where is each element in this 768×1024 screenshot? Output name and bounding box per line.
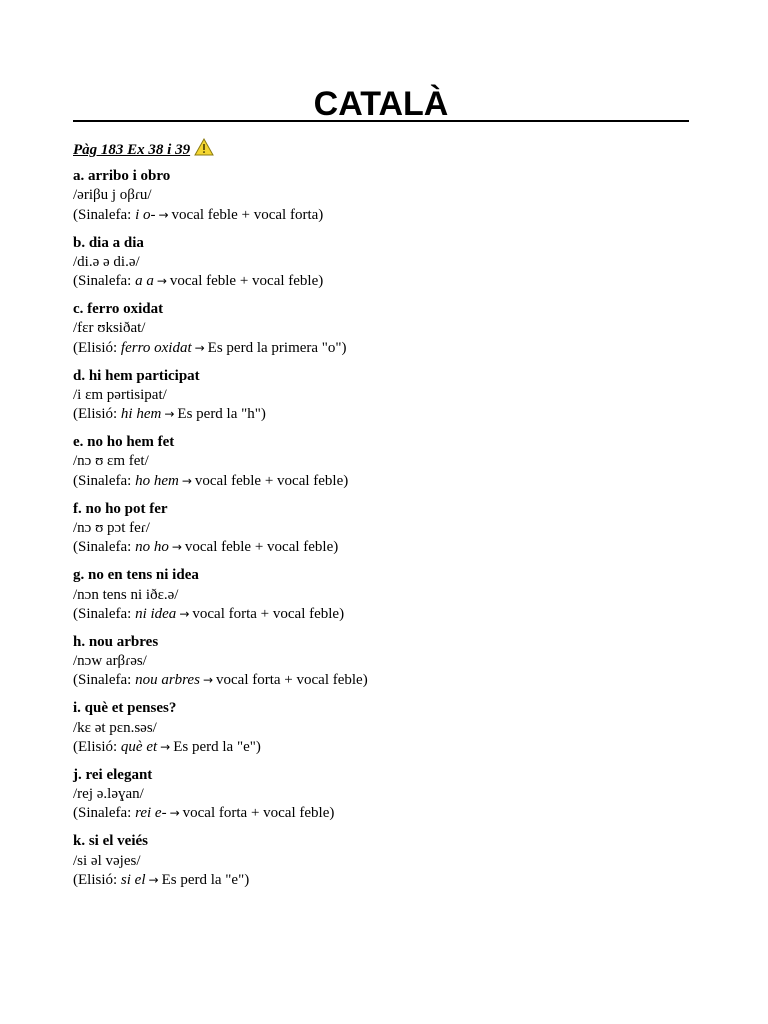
arrow-right-icon: → (171, 540, 182, 555)
rule-result: vocal forta + vocal feble) (192, 605, 345, 622)
arrow-right-icon: → (202, 673, 213, 688)
rule-result: Es perd la primera "o") (207, 339, 347, 356)
exercise-phrase: c. ferro oxidat (73, 301, 164, 318)
rule-explanation (73, 272, 689, 291)
rule-type: (Sinalefa: (73, 206, 136, 223)
phonetic-transcription: /rej ə.ləɣan/ (73, 786, 144, 803)
rule-result: vocal feble + vocal feble) (169, 273, 324, 290)
exercise-phrase: e. no ho hem fet (73, 434, 175, 451)
exercise-item (73, 766, 689, 824)
rule-explanation (73, 605, 689, 624)
rule-type: (Elisió: (73, 406, 121, 423)
rule-example: rei e- (135, 805, 167, 822)
exercise-item (73, 500, 689, 558)
rule-type: (Sinalefa: (73, 805, 136, 822)
rule-type: (Elisió: (73, 871, 121, 888)
phonetic-transcription: /nɔw arβɾəs/ (73, 653, 147, 670)
phonetic-transcription: /nɔ ʊ ɛm fet/ (73, 453, 149, 470)
rule-result: Es perd la "h") (177, 406, 266, 423)
rule-example: ho hem (135, 472, 179, 489)
phonetic-transcription: /di.ə ə di.ə/ (73, 253, 140, 270)
exercise-phrase: d. hi hem participat (73, 367, 200, 384)
rule-example: a a (135, 273, 154, 290)
title-block (73, 84, 689, 122)
warning-triangle-icon (194, 138, 214, 156)
exercise-phrase: j. rei elegant (73, 766, 153, 783)
exercise-item (73, 566, 689, 624)
rule-example: hi hem (120, 406, 162, 423)
rule-result: vocal forta + vocal feble) (216, 672, 368, 689)
arrow-right-icon: → (158, 207, 169, 222)
phonetic-transcription: /kɛ ət pɛn.səs/ (73, 719, 157, 736)
arrow-right-icon: → (169, 806, 180, 821)
exercise-reference-text: Pàg 183 Ex 38 i 39 (73, 142, 191, 158)
rule-explanation (73, 871, 689, 890)
rule-explanation (73, 472, 689, 491)
exercise-item (73, 633, 689, 691)
arrow-right-icon: → (160, 739, 171, 754)
arrow-right-icon: → (148, 872, 159, 887)
rule-explanation (73, 804, 689, 823)
rule-example: no ho (135, 539, 169, 556)
exercise-list (73, 167, 689, 890)
rule-explanation (73, 405, 689, 424)
rule-type: (Elisió: (73, 738, 121, 755)
rule-result: vocal feble + vocal feble) (194, 472, 349, 489)
rule-type: (Elisió: (73, 339, 121, 356)
page-title: CATALÀ (313, 85, 449, 123)
exercise-phrase: a. arribo i obro (73, 168, 171, 184)
exercise-item (73, 433, 689, 491)
exercise-phrase: h. nou arbres (73, 633, 159, 650)
rule-explanation (73, 339, 689, 358)
rule-example: què et (120, 738, 158, 755)
rule-result: vocal feble + vocal feble) (184, 539, 339, 556)
arrow-right-icon: → (179, 606, 190, 621)
exercise-phrase: g. no en tens ni idea (73, 567, 199, 584)
exercise-item (73, 167, 689, 225)
rule-example: ni idea (135, 605, 177, 622)
exercise-phrase: i. què et penses? (73, 700, 177, 717)
arrow-right-icon: → (194, 340, 205, 355)
arrow-right-icon: → (164, 407, 175, 422)
rule-example: nou arbres (135, 672, 200, 689)
phonetic-transcription: /si əl vəjes/ (73, 852, 141, 869)
rule-type: (Sinalefa: (73, 605, 136, 622)
phonetic-transcription: /i ɛm pərtisipat/ (73, 386, 167, 403)
exercise-phrase: f. no ho pot fer (73, 500, 168, 517)
exercise-reference (73, 140, 689, 160)
rule-type: (Sinalefa: (73, 273, 136, 290)
phonetic-transcription: /nɔn tens ni iðɛ.ə/ (73, 586, 179, 603)
rule-explanation (73, 538, 689, 557)
rule-type: (Sinalefa: (73, 472, 136, 489)
exercise-phrase: b. dia a dia (73, 234, 144, 251)
rule-result: Es perd la "e") (161, 871, 250, 888)
rule-type: (Sinalefa: (73, 672, 136, 689)
rule-explanation (73, 206, 689, 225)
arrow-right-icon: → (181, 473, 192, 488)
exercise-item (73, 832, 689, 890)
rule-result: vocal forta + vocal feble) (182, 805, 335, 822)
rule-example: ferro oxidat (120, 339, 192, 356)
exercise-item (73, 699, 689, 757)
phonetic-transcription: /fɛr ʊksiðat/ (73, 320, 146, 337)
rule-explanation (73, 671, 689, 690)
rule-example: si el (120, 871, 146, 888)
rule-result: Es perd la "e") (173, 738, 261, 755)
rule-example: i o- (135, 206, 156, 223)
phonetic-transcription: /nɔ ʊ pɔt feɾ/ (73, 519, 150, 536)
exercise-item (73, 300, 689, 358)
phonetic-transcription: /əriβu j oβɾu/ (73, 187, 152, 204)
document-page (73, 84, 689, 899)
arrow-right-icon: → (156, 274, 167, 289)
exercise-item (73, 234, 689, 292)
exercise-phrase: k. si el veiés (73, 833, 148, 850)
exercise-item (73, 367, 689, 425)
rule-result: vocal feble + vocal forta) (171, 206, 324, 223)
rule-type: (Sinalefa: (73, 539, 136, 556)
rule-explanation (73, 738, 689, 757)
